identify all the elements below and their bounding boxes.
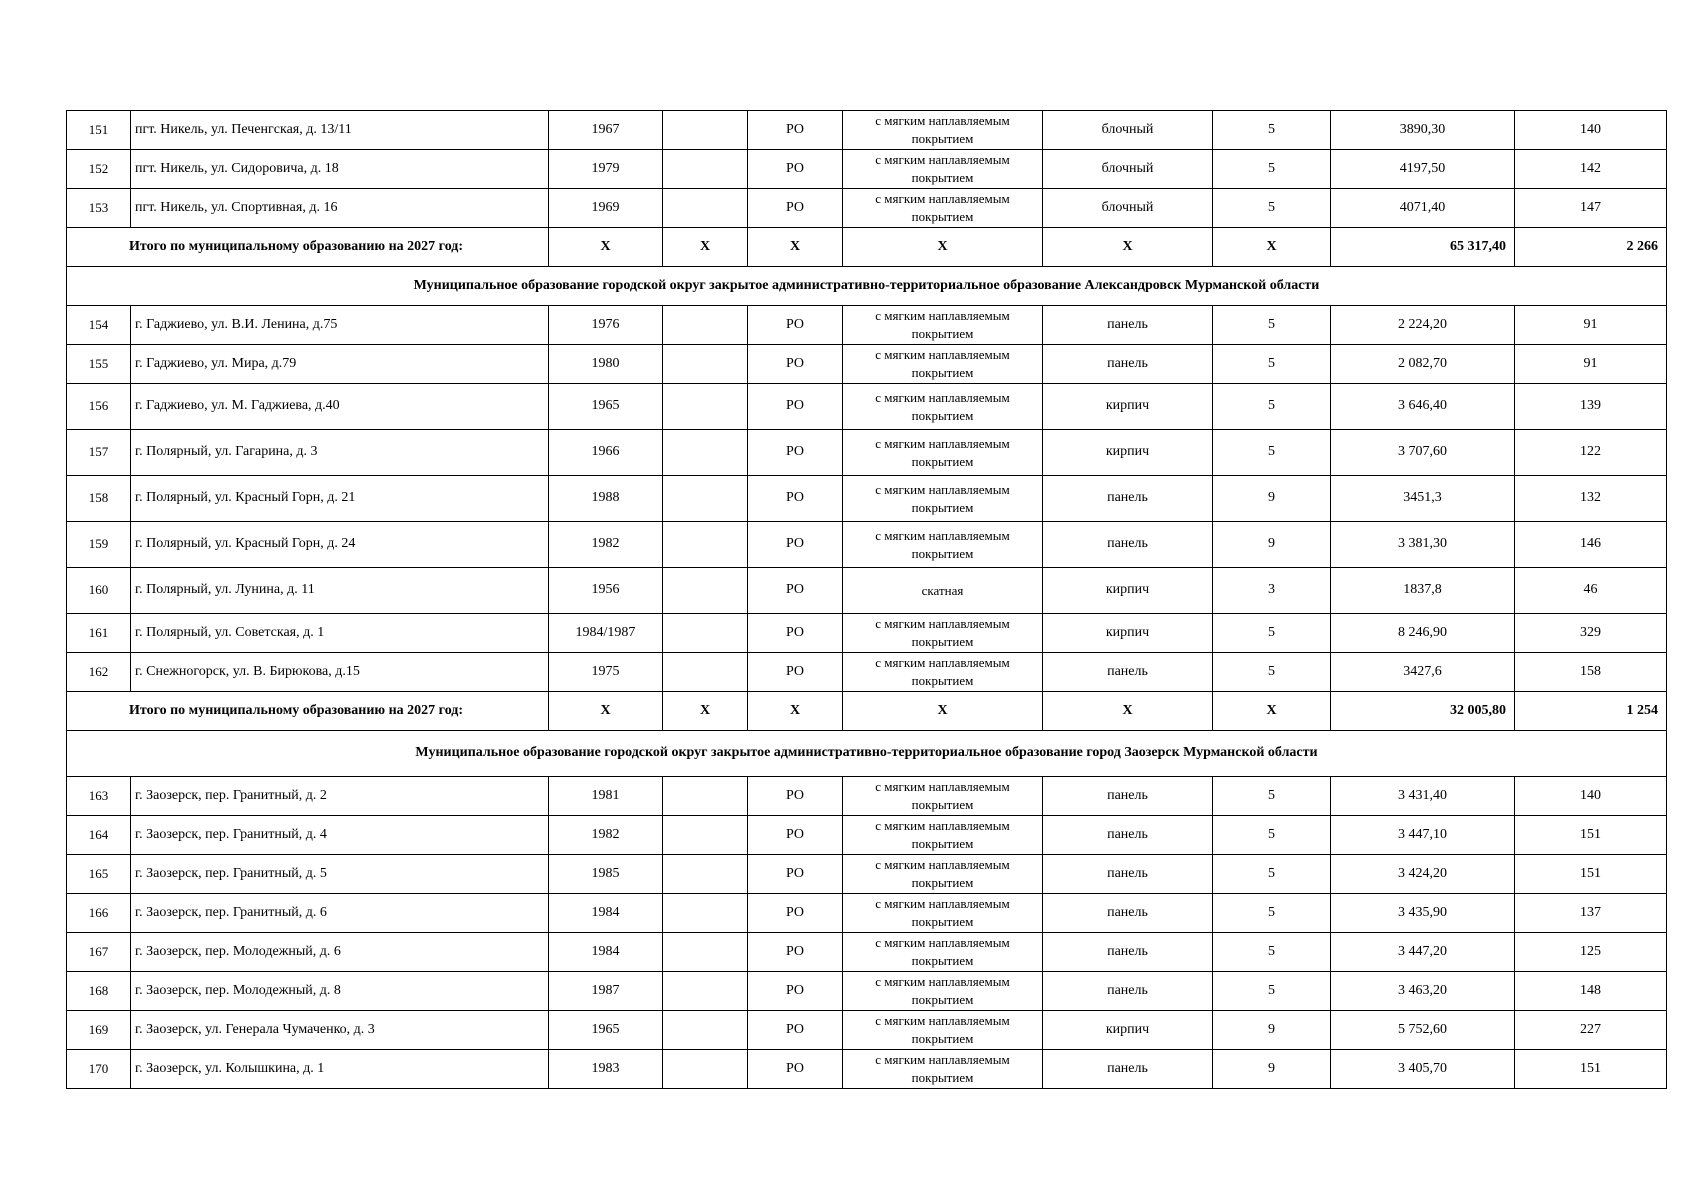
year-cell: 1984: [549, 933, 663, 972]
total-x-mark: Х: [549, 228, 663, 267]
wall-material-cell: блочный: [1043, 111, 1213, 150]
floors-cell: 9: [1213, 476, 1331, 522]
row-number: 162: [67, 653, 131, 692]
wall-material-cell: блочный: [1043, 189, 1213, 228]
empty-cell: [663, 111, 748, 150]
total-area: 65 317,40: [1331, 228, 1515, 267]
year-cell: 1966: [549, 430, 663, 476]
row-number: 157: [67, 430, 131, 476]
roof-type-cell: с мягким наплавляемым покрытием: [843, 653, 1043, 692]
section-title: Муниципальное образование городской округ закрытое административно-территориальное образование Александровск Мурманской области: [67, 267, 1667, 306]
address-cell: г. Заозерск, пер. Молодежный, д. 6: [131, 933, 549, 972]
area-cell: 4197,50: [1331, 150, 1515, 189]
code-cell: РО: [748, 150, 843, 189]
code-cell: РО: [748, 777, 843, 816]
residents-cell: 122: [1515, 430, 1667, 476]
table-row: [67, 384, 1667, 430]
empty-cell: [663, 345, 748, 384]
residents-cell: 158: [1515, 653, 1667, 692]
area-cell: 1837,8: [1331, 568, 1515, 614]
year-cell: 1980: [549, 345, 663, 384]
area-cell: 5 752,60: [1331, 1011, 1515, 1050]
empty-cell: [663, 430, 748, 476]
wall-material-cell: панель: [1043, 653, 1213, 692]
code-cell: РО: [748, 384, 843, 430]
address-cell: пгт. Никель, ул. Печенгская, д. 13/11: [131, 111, 549, 150]
area-cell: 3 447,10: [1331, 816, 1515, 855]
area-cell: 3 646,40: [1331, 384, 1515, 430]
empty-cell: [663, 777, 748, 816]
roof-type-cell: с мягким наплавляемым покрытием: [843, 111, 1043, 150]
row-number: 160: [67, 568, 131, 614]
total-x-mark: Х: [1213, 228, 1331, 267]
roof-type-cell: с мягким наплавляемым покрытием: [843, 972, 1043, 1011]
wall-material-cell: панель: [1043, 306, 1213, 345]
empty-cell: [663, 150, 748, 189]
residents-cell: 146: [1515, 522, 1667, 568]
year-cell: 1982: [549, 522, 663, 568]
floors-cell: 9: [1213, 1011, 1331, 1050]
roof-type-cell: с мягким наплавляемым покрытием: [843, 855, 1043, 894]
floors-cell: 5: [1213, 894, 1331, 933]
code-cell: РО: [748, 653, 843, 692]
year-cell: 1979: [549, 150, 663, 189]
total-x-mark: Х: [1043, 692, 1213, 731]
empty-cell: [663, 1011, 748, 1050]
area-cell: 2 224,20: [1331, 306, 1515, 345]
empty-cell: [663, 933, 748, 972]
total-x-mark: Х: [663, 692, 748, 731]
roof-type-cell: с мягким наплавляемым покрытием: [843, 345, 1043, 384]
total-label: Итого по муниципальному образованию на 2027 год:: [67, 692, 549, 731]
year-cell: 1981: [549, 777, 663, 816]
empty-cell: [663, 855, 748, 894]
roof-type-cell: с мягким наплавляемым покрытием: [843, 150, 1043, 189]
year-cell: 1985: [549, 855, 663, 894]
floors-cell: 5: [1213, 345, 1331, 384]
area-cell: 3451,3: [1331, 476, 1515, 522]
area-cell: 3 447,20: [1331, 933, 1515, 972]
residents-cell: 91: [1515, 306, 1667, 345]
wall-material-cell: панель: [1043, 345, 1213, 384]
table-row: [67, 614, 1667, 653]
table-row: [67, 430, 1667, 476]
table-row: [67, 522, 1667, 568]
roof-type-cell: с мягким наплавляемым покрытием: [843, 1050, 1043, 1089]
section-header-row: [67, 267, 1667, 306]
table-row: [67, 476, 1667, 522]
address-cell: пгт. Никель, ул. Сидоровича, д. 18: [131, 150, 549, 189]
floors-cell: 5: [1213, 777, 1331, 816]
empty-cell: [663, 894, 748, 933]
address-cell: пгт. Никель, ул. Спортивная, д. 16: [131, 189, 549, 228]
wall-material-cell: блочный: [1043, 150, 1213, 189]
year-cell: 1965: [549, 384, 663, 430]
wall-material-cell: кирпич: [1043, 1011, 1213, 1050]
total-x-mark: Х: [748, 692, 843, 731]
table-row: [67, 816, 1667, 855]
wall-material-cell: панель: [1043, 476, 1213, 522]
housing-table: [66, 110, 1667, 1089]
code-cell: РО: [748, 816, 843, 855]
area-cell: 3 707,60: [1331, 430, 1515, 476]
wall-material-cell: кирпич: [1043, 430, 1213, 476]
area-cell: 3 463,20: [1331, 972, 1515, 1011]
residents-cell: 137: [1515, 894, 1667, 933]
total-x-mark: Х: [549, 692, 663, 731]
address-cell: г. Гаджиево, ул. В.И. Ленина, д.75: [131, 306, 549, 345]
empty-cell: [663, 972, 748, 1011]
table-row: [67, 568, 1667, 614]
row-number: 161: [67, 614, 131, 653]
total-row: [67, 692, 1667, 731]
residents-cell: 329: [1515, 614, 1667, 653]
address-cell: г. Гаджиево, ул. Мира, д.79: [131, 345, 549, 384]
total-label: Итого по муниципальному образованию на 2027 год:: [67, 228, 549, 267]
roof-type-cell: с мягким наплавляемым покрытием: [843, 1011, 1043, 1050]
roof-type-cell: с мягким наплавляемым покрытием: [843, 522, 1043, 568]
area-cell: 4071,40: [1331, 189, 1515, 228]
area-cell: 3427,6: [1331, 653, 1515, 692]
row-number: 164: [67, 816, 131, 855]
row-number: 155: [67, 345, 131, 384]
address-cell: г. Заозерск, пер. Гранитный, д. 5: [131, 855, 549, 894]
empty-cell: [663, 522, 748, 568]
address-cell: г. Гаджиево, ул. М. Гаджиева, д.40: [131, 384, 549, 430]
residents-cell: 142: [1515, 150, 1667, 189]
table-row: [67, 1050, 1667, 1089]
row-number: 158: [67, 476, 131, 522]
table-row: [67, 189, 1667, 228]
year-cell: 1969: [549, 189, 663, 228]
empty-cell: [663, 816, 748, 855]
row-number: 154: [67, 306, 131, 345]
roof-type-cell: с мягким наплавляемым покрытием: [843, 614, 1043, 653]
empty-cell: [663, 614, 748, 653]
wall-material-cell: панель: [1043, 855, 1213, 894]
total-x-mark: Х: [748, 228, 843, 267]
wall-material-cell: кирпич: [1043, 384, 1213, 430]
wall-material-cell: панель: [1043, 972, 1213, 1011]
wall-material-cell: панель: [1043, 894, 1213, 933]
total-area: 32 005,80: [1331, 692, 1515, 731]
address-cell: г. Снежногорск, ул. В. Бирюкова, д.15: [131, 653, 549, 692]
wall-material-cell: панель: [1043, 522, 1213, 568]
row-number: 159: [67, 522, 131, 568]
table-row: [67, 972, 1667, 1011]
area-cell: 3 381,30: [1331, 522, 1515, 568]
floors-cell: 5: [1213, 653, 1331, 692]
floors-cell: 9: [1213, 522, 1331, 568]
roof-type-cell: с мягким наплавляемым покрытием: [843, 430, 1043, 476]
code-cell: РО: [748, 111, 843, 150]
floors-cell: 5: [1213, 430, 1331, 476]
table-row: [67, 777, 1667, 816]
floors-cell: 5: [1213, 855, 1331, 894]
empty-cell: [663, 653, 748, 692]
code-cell: РО: [748, 855, 843, 894]
row-number: 165: [67, 855, 131, 894]
code-cell: РО: [748, 614, 843, 653]
floors-cell: 5: [1213, 384, 1331, 430]
code-cell: РО: [748, 568, 843, 614]
total-row: [67, 228, 1667, 267]
roof-type-cell: с мягким наплавляемым покрытием: [843, 777, 1043, 816]
row-number: 152: [67, 150, 131, 189]
address-cell: г. Заозерск, ул. Колышкина, д. 1: [131, 1050, 549, 1089]
floors-cell: 3: [1213, 568, 1331, 614]
area-cell: 3 431,40: [1331, 777, 1515, 816]
address-cell: г. Полярный, ул. Красный Горн, д. 21: [131, 476, 549, 522]
empty-cell: [663, 306, 748, 345]
total-x-mark: Х: [663, 228, 748, 267]
roof-type-cell: с мягким наплавляемым покрытием: [843, 384, 1043, 430]
total-residents: 1 254: [1515, 692, 1667, 731]
residents-cell: 132: [1515, 476, 1667, 522]
row-number: 170: [67, 1050, 131, 1089]
year-cell: 1956: [549, 568, 663, 614]
total-x-mark: Х: [1213, 692, 1331, 731]
wall-material-cell: панель: [1043, 1050, 1213, 1089]
address-cell: г. Заозерск, пер. Гранитный, д. 6: [131, 894, 549, 933]
year-cell: 1984/1987: [549, 614, 663, 653]
address-cell: г. Полярный, ул. Красный Горн, д. 24: [131, 522, 549, 568]
residents-cell: 91: [1515, 345, 1667, 384]
row-number: 166: [67, 894, 131, 933]
table-row: [67, 933, 1667, 972]
table-row: [67, 653, 1667, 692]
floors-cell: 5: [1213, 111, 1331, 150]
floors-cell: 5: [1213, 933, 1331, 972]
roof-type-cell: с мягким наплавляемым покрытием: [843, 816, 1043, 855]
table-row: [67, 150, 1667, 189]
row-number: 168: [67, 972, 131, 1011]
code-cell: РО: [748, 189, 843, 228]
address-cell: г. Заозерск, пер. Гранитный, д. 2: [131, 777, 549, 816]
area-cell: 3890,30: [1331, 111, 1515, 150]
address-cell: г. Заозерск, пер. Молодежный, д. 8: [131, 972, 549, 1011]
total-x-mark: Х: [1043, 228, 1213, 267]
floors-cell: 5: [1213, 306, 1331, 345]
residents-cell: 147: [1515, 189, 1667, 228]
total-x-mark: Х: [843, 692, 1043, 731]
residents-cell: 140: [1515, 777, 1667, 816]
empty-cell: [663, 189, 748, 228]
empty-cell: [663, 1050, 748, 1089]
roof-type-cell: с мягким наплавляемым покрытием: [843, 306, 1043, 345]
row-number: 153: [67, 189, 131, 228]
row-number: 167: [67, 933, 131, 972]
table-row: [67, 345, 1667, 384]
table-row: [67, 894, 1667, 933]
year-cell: 1976: [549, 306, 663, 345]
table-row: [67, 306, 1667, 345]
residents-cell: 148: [1515, 972, 1667, 1011]
roof-type-cell: с мягким наплавляемым покрытием: [843, 189, 1043, 228]
address-cell: г. Заозерск, ул. Генерала Чумаченко, д. 3: [131, 1011, 549, 1050]
year-cell: 1987: [549, 972, 663, 1011]
code-cell: РО: [748, 933, 843, 972]
code-cell: РО: [748, 345, 843, 384]
code-cell: РО: [748, 522, 843, 568]
residents-cell: 151: [1515, 816, 1667, 855]
wall-material-cell: кирпич: [1043, 614, 1213, 653]
row-number: 151: [67, 111, 131, 150]
year-cell: 1975: [549, 653, 663, 692]
wall-material-cell: кирпич: [1043, 568, 1213, 614]
wall-material-cell: панель: [1043, 777, 1213, 816]
empty-cell: [663, 384, 748, 430]
row-number: 156: [67, 384, 131, 430]
year-cell: 1967: [549, 111, 663, 150]
address-cell: г. Полярный, ул. Советская, д. 1: [131, 614, 549, 653]
code-cell: РО: [748, 306, 843, 345]
floors-cell: 5: [1213, 816, 1331, 855]
year-cell: 1965: [549, 1011, 663, 1050]
residents-cell: 151: [1515, 1050, 1667, 1089]
table-row: [67, 111, 1667, 150]
row-number: 169: [67, 1011, 131, 1050]
residents-cell: 151: [1515, 855, 1667, 894]
code-cell: РО: [748, 430, 843, 476]
residents-cell: 140: [1515, 111, 1667, 150]
roof-type-cell: скатная: [843, 568, 1043, 614]
area-cell: 2 082,70: [1331, 345, 1515, 384]
year-cell: 1983: [549, 1050, 663, 1089]
floors-cell: 5: [1213, 150, 1331, 189]
section-title: Муниципальное образование городской округ закрытое административно-территориальное образование город Заозерск Мурманской области: [67, 731, 1667, 777]
floors-cell: 5: [1213, 972, 1331, 1011]
table-row: [67, 855, 1667, 894]
empty-cell: [663, 568, 748, 614]
address-cell: г. Заозерск, пер. Гранитный, д. 4: [131, 816, 549, 855]
wall-material-cell: панель: [1043, 816, 1213, 855]
residents-cell: 139: [1515, 384, 1667, 430]
area-cell: 3 435,90: [1331, 894, 1515, 933]
floors-cell: 5: [1213, 614, 1331, 653]
area-cell: 8 246,90: [1331, 614, 1515, 653]
total-x-mark: Х: [843, 228, 1043, 267]
code-cell: РО: [748, 894, 843, 933]
wall-material-cell: панель: [1043, 933, 1213, 972]
row-number: 163: [67, 777, 131, 816]
code-cell: РО: [748, 972, 843, 1011]
code-cell: РО: [748, 1050, 843, 1089]
total-residents: 2 266: [1515, 228, 1667, 267]
code-cell: РО: [748, 476, 843, 522]
empty-cell: [663, 476, 748, 522]
area-cell: 3 405,70: [1331, 1050, 1515, 1089]
residents-cell: 227: [1515, 1011, 1667, 1050]
table-row: [67, 1011, 1667, 1050]
year-cell: 1984: [549, 894, 663, 933]
roof-type-cell: с мягким наплавляемым покрытием: [843, 933, 1043, 972]
area-cell: 3 424,20: [1331, 855, 1515, 894]
residents-cell: 125: [1515, 933, 1667, 972]
year-cell: 1988: [549, 476, 663, 522]
roof-type-cell: с мягким наплавляемым покрытием: [843, 894, 1043, 933]
residents-cell: 46: [1515, 568, 1667, 614]
code-cell: РО: [748, 1011, 843, 1050]
roof-type-cell: с мягким наплавляемым покрытием: [843, 476, 1043, 522]
floors-cell: 5: [1213, 189, 1331, 228]
address-cell: г. Полярный, ул. Гагарина, д. 3: [131, 430, 549, 476]
floors-cell: 9: [1213, 1050, 1331, 1089]
address-cell: г. Полярный, ул. Лунина, д. 11: [131, 568, 549, 614]
section-header-row: [67, 731, 1667, 777]
year-cell: 1982: [549, 816, 663, 855]
